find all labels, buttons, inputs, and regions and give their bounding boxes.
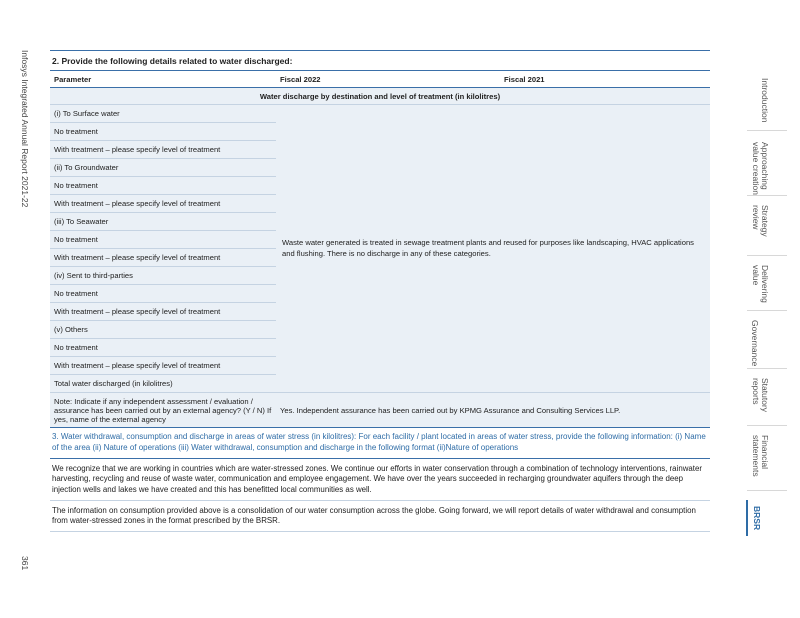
row-label: (ii) To Groundwater xyxy=(50,159,276,177)
row-label: No treatment xyxy=(50,231,276,249)
water-discharge-table xyxy=(50,70,710,428)
section-heading: 2. Provide the following details related to water discharged: xyxy=(52,56,293,66)
nav-divider xyxy=(747,130,787,131)
main-content xyxy=(50,50,710,532)
row-label: With treatment – please specify level of treatment xyxy=(50,303,276,321)
header-fiscal-2022: Fiscal 2022 xyxy=(276,71,500,88)
row-label: With treatment – please specify level of treatment xyxy=(50,357,276,375)
nav-label: Financial statements xyxy=(750,435,770,477)
nav-divider xyxy=(747,425,787,426)
row-label: (v) Others xyxy=(50,321,276,339)
row-label: With treatment – please specify level of treatment xyxy=(50,249,276,267)
nav-label: Governance xyxy=(750,320,760,367)
nav-label: BRSR xyxy=(752,506,762,531)
nav-divider xyxy=(747,368,787,369)
nav-divider xyxy=(747,195,787,196)
active-indicator xyxy=(746,500,748,536)
header-fiscal-2021: Fiscal 2021 xyxy=(500,71,710,88)
table-subheader-row xyxy=(50,88,710,105)
nav-label: Approaching value creation xyxy=(750,142,770,195)
table-header-row xyxy=(50,71,710,88)
nav-label: Introduction xyxy=(760,78,770,123)
question-3: 3. Water withdrawal, consumption and discharge in areas of water stress (in kilolitres): For each facility / plant located in areas of water stress, provide the following information: (i) Name of the area (ii) Nature of operations (iii) Water withdrawal, consumption and discharge in the following format (ii)Nature of operations xyxy=(50,428,710,459)
row-label: No treatment xyxy=(50,339,276,357)
nav-label: Strategy review xyxy=(750,205,770,237)
nav-divider xyxy=(747,490,787,491)
section-nav xyxy=(735,50,800,570)
note-value: Yes. Independent assurance has been carried out by KPMG Assurance and Consulting Services LLP. xyxy=(276,393,710,428)
paragraph-1: We recognize that we are working in countries which are water-stressed zones. We continue our efforts in water conservation through a combination of technology interventions, rainwater harvesting, recycling and reuse of waste water, communication and employee engagement. We have over the years succeeded in recharging groundwater aquifers through the deep injection wells and lakes we have created and this has benefitted local communities as well. xyxy=(50,459,710,501)
merged-explanation: Waste water generated is treated in sewage treatment plants and reused for purposes like landscaping, HVAC applications and flushing. There is no discharge in any of these categories. xyxy=(276,105,710,393)
row-label: Total water discharged (in kilolitres) xyxy=(50,375,276,393)
paragraph-2: The information on consumption provided above is a consolidation of our water consumption across the globe. Going forward, we will report details of water withdrawal and consumption from water-stressed zones in the format prescribed by the BRSR. xyxy=(50,501,710,532)
table-subheader: Water discharge by destination and level of treatment (in kilolitres) xyxy=(50,88,710,105)
row-label: No treatment xyxy=(50,123,276,141)
row-label: (i) To Surface water xyxy=(50,105,276,123)
nav-divider xyxy=(747,310,787,311)
header-parameter: Parameter xyxy=(50,71,276,88)
left-rail xyxy=(0,0,40,618)
note-row xyxy=(50,393,710,428)
page-number: 361 xyxy=(20,556,30,571)
nav-divider xyxy=(747,255,787,256)
report-title: Infosys Integrated Annual Report 2021-22 xyxy=(20,50,30,208)
row-label: (iii) To Seawater xyxy=(50,213,276,231)
row-label: With treatment – please specify level of treatment xyxy=(50,141,276,159)
nav-label: Delivering value xyxy=(750,265,770,303)
row-label: With treatment – please specify level of treatment xyxy=(50,195,276,213)
row-label: (iv) Sent to third-parties xyxy=(50,267,276,285)
nav-label: Statutory reports xyxy=(750,378,770,413)
note-label: Note: Indicate if any independent assessment / evaluation / assurance has been carried out by an external agency? (Y / N) If yes, name of the external agency xyxy=(50,393,276,428)
row-label: No treatment xyxy=(50,177,276,195)
table-row xyxy=(50,105,710,123)
row-label: No treatment xyxy=(50,285,276,303)
